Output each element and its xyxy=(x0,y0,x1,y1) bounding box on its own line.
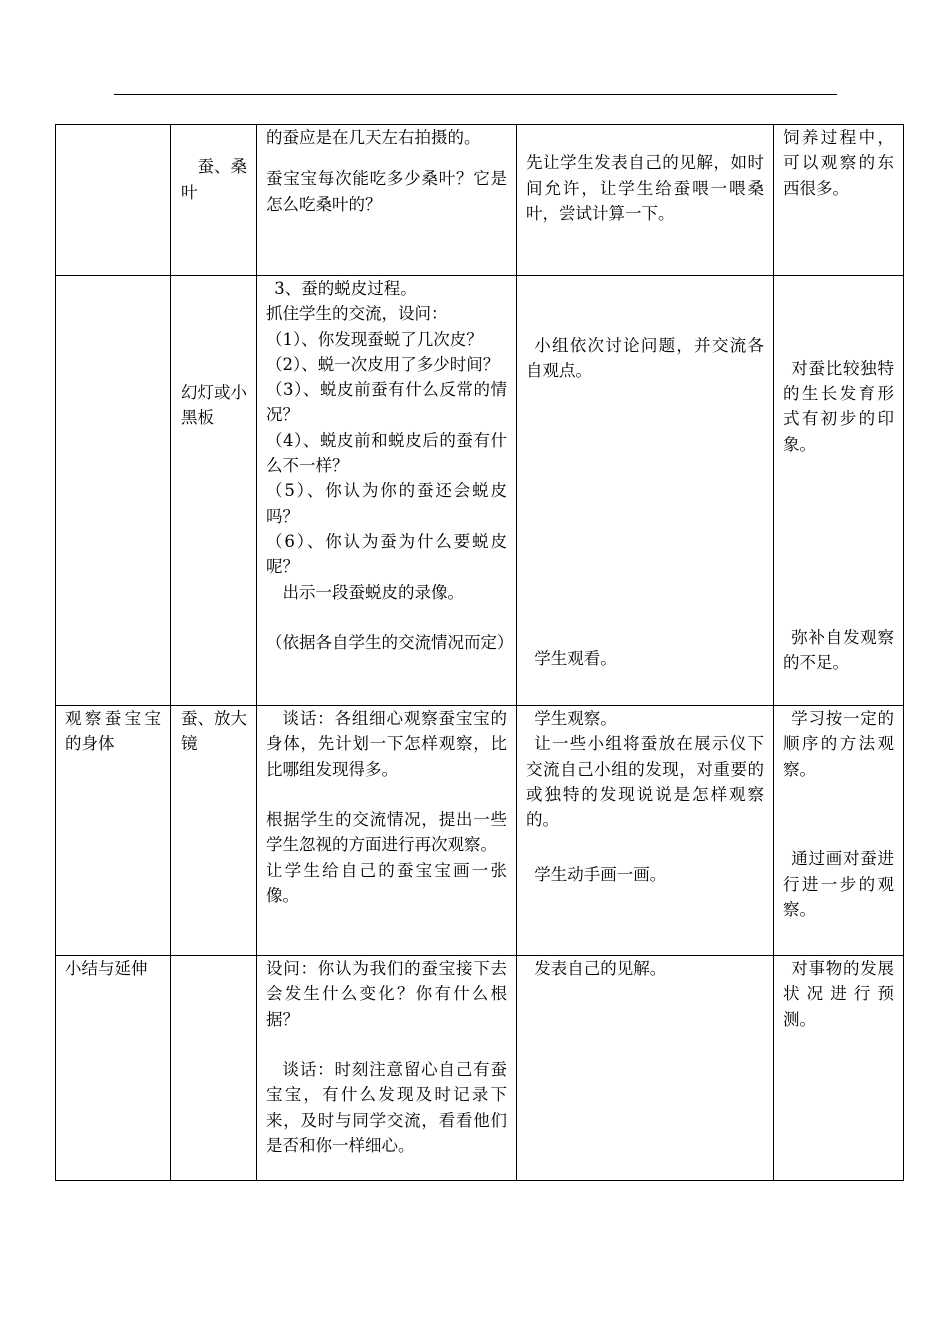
activity-cell: 观察蚕宝宝的身体 xyxy=(56,706,171,956)
teacher-cell: 谈话：各组细心观察蚕宝宝的身体，先计划一下怎样观察，比比哪组发现得多。 根据学生的交流情况，提出一些学生忽视的方面进行再次观察。 让学生给自己的蚕宝宝画一张像。 xyxy=(257,706,517,956)
activity-cell xyxy=(56,125,171,276)
purpose-cell: 学习按一定的顺序的方法观察。 通过画对蚕进行进一步的观察。 xyxy=(774,706,904,956)
materials-text: 蚕、放大镜 xyxy=(181,709,247,754)
lesson-plan-table xyxy=(55,124,904,1181)
activity-cell xyxy=(56,276,171,706)
teacher-cell: 设问：你认为我们的蚕宝接下去会发生什么变化？你有什么根据？ 谈话：时刻注意留心自己有蚕宝宝，有什么发现及时记录下来，及时与同学交流，看看他们是否和你一样细心。 xyxy=(257,956,517,1181)
materials-text: 幻灯或小黑板 xyxy=(181,382,247,428)
purpose-cell: 饲养过程中，可以观察的东西很多。 xyxy=(774,125,904,276)
table-row xyxy=(56,706,904,956)
teacher-cell: 3、蚕的蜕皮过程。 抓住学生的交流，设问： （1）、你发现蚕蜕了几次皮？ （2）、蜕一次皮用了多少时间？ （3）、蜕皮前蚕有什么反常的情况？ （4）、蜕皮前和蜕皮后的蚕有什么不一样？ （5）、你认为你的蚕还会蜕皮吗？ （6）、你认为蚕为什么要蜕皮呢？ 出示一段蚕蜕皮的录像。 （依据各自学生的交流情况而定） xyxy=(257,276,517,706)
teacher-cell: 的蚕应是在几天左右拍摄的。 蚕宝宝每次能吃多少桑叶？它是怎么吃桑叶的？ xyxy=(257,125,517,276)
materials-text: 蚕、桑叶 xyxy=(181,157,247,202)
activity-cell: 小结与延伸 xyxy=(56,956,171,1181)
student-cell: 发表自己的见解。 xyxy=(517,956,774,1181)
student-cell: 先让学生发表自己的见解，如时间允许，让学生给蚕喂一喂桑叶，尝试计算一下。 xyxy=(517,125,774,276)
purpose-cell: 对蚕比较独特的生长发育形式有初步的印象。 弥补自发观察的不足。 xyxy=(774,276,904,706)
materials-cell xyxy=(171,956,257,1181)
materials-cell xyxy=(171,276,257,706)
student-cell: 学生观察。 让一些小组将蚕放在展示仪下交流自己小组的发现，对重要的或独特的发现说说是怎样观察的。 学生动手画一画。 xyxy=(517,706,774,956)
header-rule xyxy=(114,94,837,95)
materials-cell xyxy=(171,706,257,956)
student-cell: 小组依次讨论问题，并交流各自观点。 学生观看。 xyxy=(517,276,774,706)
table-row xyxy=(56,956,904,1181)
table-row xyxy=(56,125,904,276)
table-row xyxy=(56,276,904,706)
materials-cell xyxy=(171,125,257,276)
purpose-cell: 对事物的发展状况进行预测。 xyxy=(774,956,904,1181)
